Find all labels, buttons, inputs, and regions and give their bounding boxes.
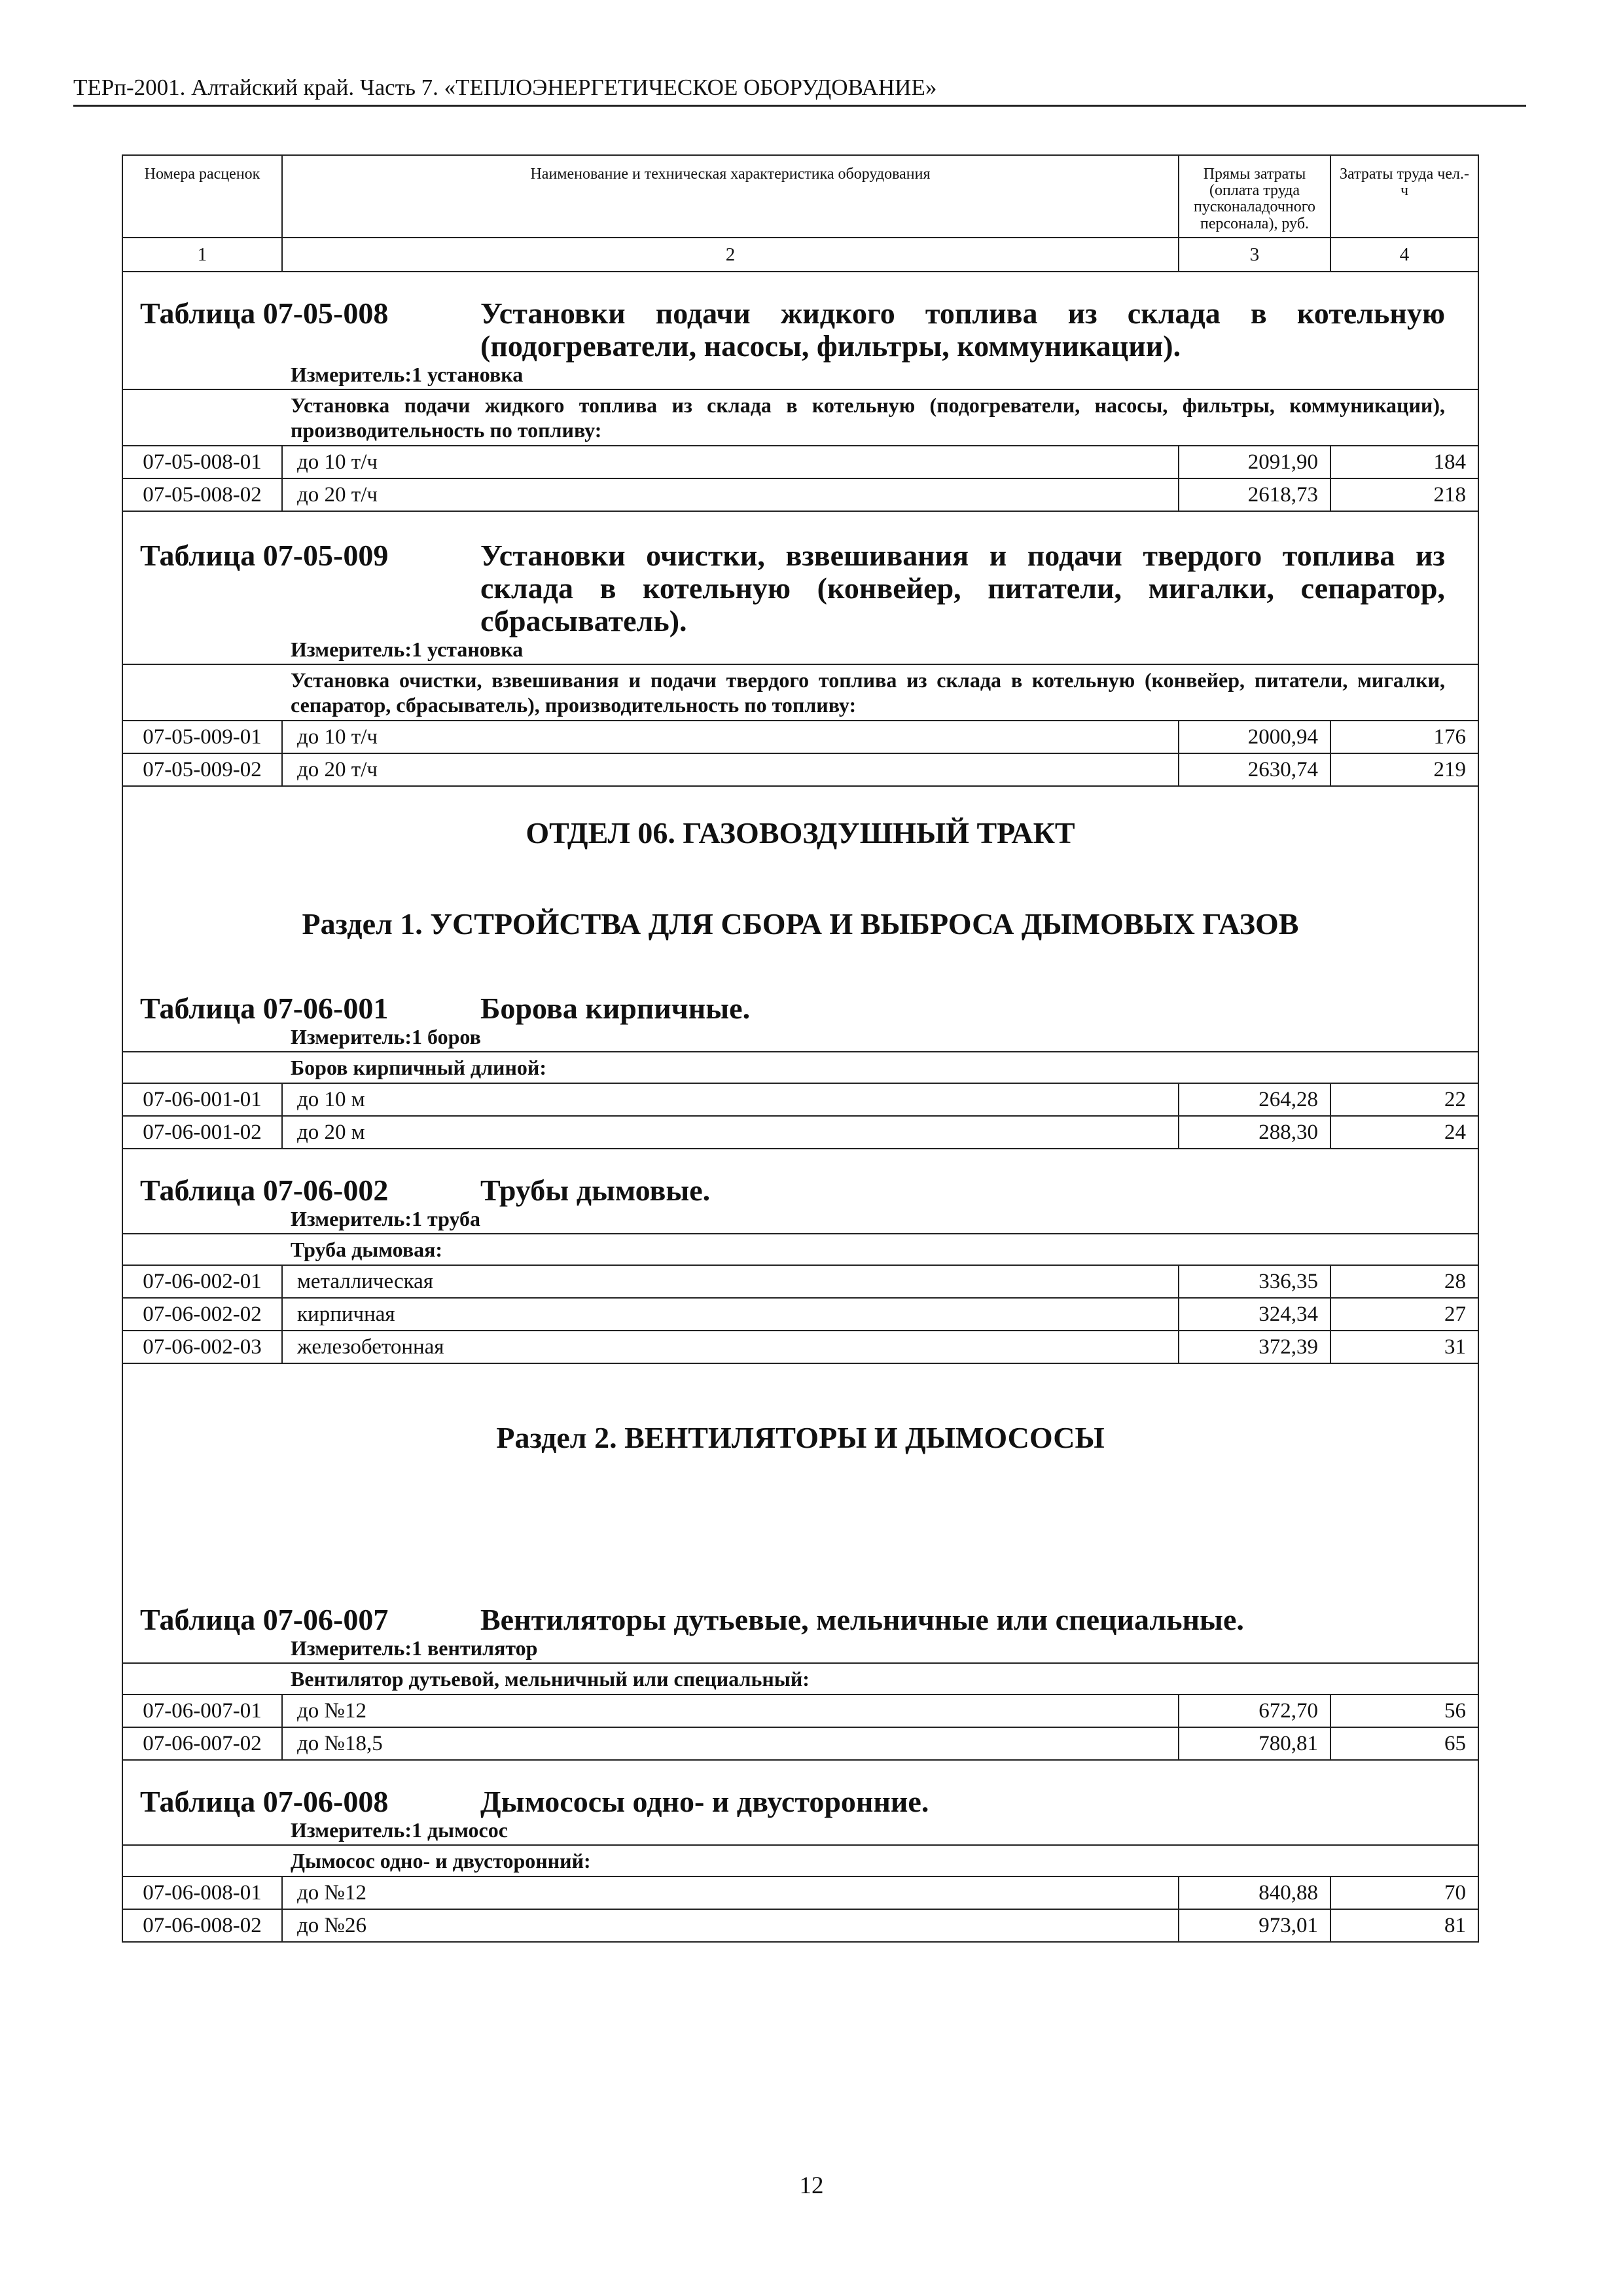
group-row: [122, 389, 1478, 446]
header-col-labor: Затраты труда чел.-ч: [1330, 155, 1478, 238]
table-row: [122, 1298, 1478, 1331]
table-row: [122, 1695, 1478, 1727]
group-row: [122, 664, 1478, 721]
table-row: [122, 1909, 1478, 1942]
measure-unit: Измеритель:1 боров: [291, 1025, 481, 1049]
rate-name: до №12: [282, 1876, 1179, 1909]
table-title-block: [122, 992, 1478, 1052]
section-heading-row: [122, 786, 1478, 992]
table-title: Борова кирпичные.: [480, 992, 751, 1025]
rate-cost: 336,35: [1179, 1265, 1330, 1298]
rate-name: до 20 т/ч: [282, 753, 1179, 786]
rate-cost: 2091,90: [1179, 446, 1330, 478]
measure-unit: Измеритель:1 вентилятор: [291, 1636, 538, 1660]
rate-code: 07-06-002-03: [122, 1331, 282, 1363]
table-row: [122, 1083, 1478, 1116]
running-head: ТЕРп-2001. Алтайский край. Часть 7. «ТЕПЛОЭНЕРГЕТИЧЕСКОЕ ОБОРУДОВАНИЕ»: [73, 75, 1526, 107]
measure-unit: Измеритель:1 дымосос: [291, 1818, 508, 1842]
rate-code: 07-06-008-02: [122, 1909, 282, 1942]
rate-name: до 10 т/ч: [282, 721, 1179, 753]
table-title: Трубы дымовые.: [480, 1174, 711, 1207]
measure-unit: Измеритель:1 установка: [291, 637, 524, 661]
rate-name: до №18,5: [282, 1727, 1179, 1760]
rate-name: железобетонная: [282, 1331, 1179, 1363]
table-row: [122, 1116, 1478, 1149]
rates-table: [122, 154, 1479, 1943]
rate-labor: 176: [1330, 721, 1478, 753]
rate-labor: 56: [1330, 1695, 1478, 1727]
division-heading: ОТДЕЛ 06. ГАЗОВОЗДУШНЫЙ ТРАКТ: [526, 816, 1075, 850]
measure-unit: Измеритель:1 установка: [291, 363, 524, 386]
rate-labor: 219: [1330, 753, 1478, 786]
table-title-block: [122, 1760, 1478, 1845]
table-row: [122, 721, 1478, 753]
table-title-block: [122, 272, 1478, 389]
rate-labor: 218: [1330, 478, 1478, 511]
col-number: 2: [282, 238, 1179, 272]
table-label: Таблица 07-06-007: [140, 1603, 389, 1636]
table-label: Таблица 07-05-009: [140, 539, 389, 572]
group-row: [122, 1663, 1478, 1695]
rate-code: 07-05-008-01: [122, 446, 282, 478]
rate-labor: 22: [1330, 1083, 1478, 1116]
table-title: Вентиляторы дутьевые, мельничные или специальные.: [480, 1603, 1244, 1636]
rate-name: металлическая: [282, 1265, 1179, 1298]
rate-code: 07-05-009-02: [122, 753, 282, 786]
group-row: [122, 1845, 1478, 1876]
group-label: Вентилятор дутьевой, мельничный или специальный:: [122, 1663, 1478, 1695]
table-title-block: [122, 1149, 1478, 1234]
rate-cost: 288,30: [1179, 1116, 1330, 1149]
col-number: 3: [1179, 238, 1330, 272]
group-label: Труба дымовая:: [122, 1234, 1478, 1265]
rate-cost: 372,39: [1179, 1331, 1330, 1363]
table-title: Дымососы одно- и двусторонние.: [480, 1785, 929, 1818]
rate-code: 07-06-007-02: [122, 1727, 282, 1760]
table-row: [122, 753, 1478, 786]
section-heading: Раздел 2. ВЕНТИЛЯТОРЫ И ДЫМОСОСЫ: [496, 1421, 1105, 1454]
rate-code: 07-06-002-02: [122, 1298, 282, 1331]
rate-cost: 264,28: [1179, 1083, 1330, 1116]
rate-name: до 10 т/ч: [282, 446, 1179, 478]
table-label: Таблица 07-06-002: [140, 1174, 389, 1207]
rate-cost: 2618,73: [1179, 478, 1330, 511]
rate-name: до №12: [282, 1695, 1179, 1727]
header-col-cost: Прямы затраты (оплата труда пусконаладочного персонала), руб.: [1179, 155, 1330, 238]
rate-code: 07-06-008-01: [122, 1876, 282, 1909]
group-label: Боров кирпичный длиной:: [122, 1052, 1478, 1083]
page-number: 12: [799, 2172, 824, 2199]
table-label: Таблица 07-05-008: [140, 296, 389, 330]
rate-cost: 672,70: [1179, 1695, 1330, 1727]
rate-cost: 780,81: [1179, 1727, 1330, 1760]
group-label: Дымосос одно- и двусторонний:: [122, 1845, 1478, 1876]
rate-code: 07-06-002-01: [122, 1265, 282, 1298]
rate-code: 07-05-009-01: [122, 721, 282, 753]
rate-cost: 324,34: [1179, 1298, 1330, 1331]
rate-cost: 2630,74: [1179, 753, 1330, 786]
group-label: Установка очистки, взвешивания и подачи твердого топлива из склада в котельную (конвейер, питатели, мигалки, сепаратор, сбрасыватель), производительность по топливу:: [122, 664, 1478, 721]
section-heading: Раздел 1. УСТРОЙСТВА ДЛЯ СБОРА И ВЫБРОСА ДЫМОВЫХ ГАЗОВ: [302, 907, 1299, 941]
group-row: [122, 1052, 1478, 1083]
rate-code: 07-05-008-02: [122, 478, 282, 511]
table-title-block: [122, 511, 1478, 664]
rate-code: 07-06-007-01: [122, 1695, 282, 1727]
group-label: Установка подачи жидкого топлива из склада в котельную (подогреватели, насосы, фильтры, коммуникации), производительность по топливу:: [122, 389, 1478, 446]
table-row: [122, 446, 1478, 478]
rate-cost: 2000,94: [1179, 721, 1330, 753]
rate-labor: 81: [1330, 1909, 1478, 1942]
table-label: Таблица 07-06-008: [140, 1785, 389, 1818]
measure-unit: Измеритель:1 труба: [291, 1207, 481, 1230]
col-number: 1: [122, 238, 282, 272]
table-row: [122, 1265, 1478, 1298]
table-title-block: [122, 1604, 1478, 1663]
rate-name: до №26: [282, 1909, 1179, 1942]
table-row: [122, 1727, 1478, 1760]
rate-labor: 31: [1330, 1331, 1478, 1363]
header-col-codes: Номера расценок: [122, 155, 282, 238]
table-title: Установки подачи жидкого топлива из склада в котельную (подогреватели, насосы, фильтры, коммуникации).: [480, 296, 1445, 363]
table-row: [122, 478, 1478, 511]
rate-cost: 973,01: [1179, 1909, 1330, 1942]
group-row: [122, 1234, 1478, 1265]
section-heading-row: [122, 1363, 1478, 1604]
table-row: [122, 1331, 1478, 1363]
header-col-name: Наименование и техническая характеристика оборудования: [282, 155, 1179, 238]
rate-cost: 840,88: [1179, 1876, 1330, 1909]
rate-name: до 10 м: [282, 1083, 1179, 1116]
rate-code: 07-06-001-01: [122, 1083, 282, 1116]
col-number: 4: [1330, 238, 1478, 272]
table-row: [122, 1876, 1478, 1909]
column-number-row: [122, 238, 1478, 272]
rate-code: 07-06-001-02: [122, 1116, 282, 1149]
rate-labor: 184: [1330, 446, 1478, 478]
rate-labor: 70: [1330, 1876, 1478, 1909]
rate-labor: 65: [1330, 1727, 1478, 1760]
table-header-row: [122, 155, 1478, 238]
table-title: Установки очистки, взвешивания и подачи твердого топлива из склада в котельную (конвейер, питатели, мигалки, сепаратор, сбрасыватель).: [480, 539, 1445, 637]
rate-name: кирпичная: [282, 1298, 1179, 1331]
rate-labor: 24: [1330, 1116, 1478, 1149]
rate-labor: 28: [1330, 1265, 1478, 1298]
rate-name: до 20 т/ч: [282, 478, 1179, 511]
table-label: Таблица 07-06-001: [140, 992, 389, 1025]
rate-name: до 20 м: [282, 1116, 1179, 1149]
rate-labor: 27: [1330, 1298, 1478, 1331]
